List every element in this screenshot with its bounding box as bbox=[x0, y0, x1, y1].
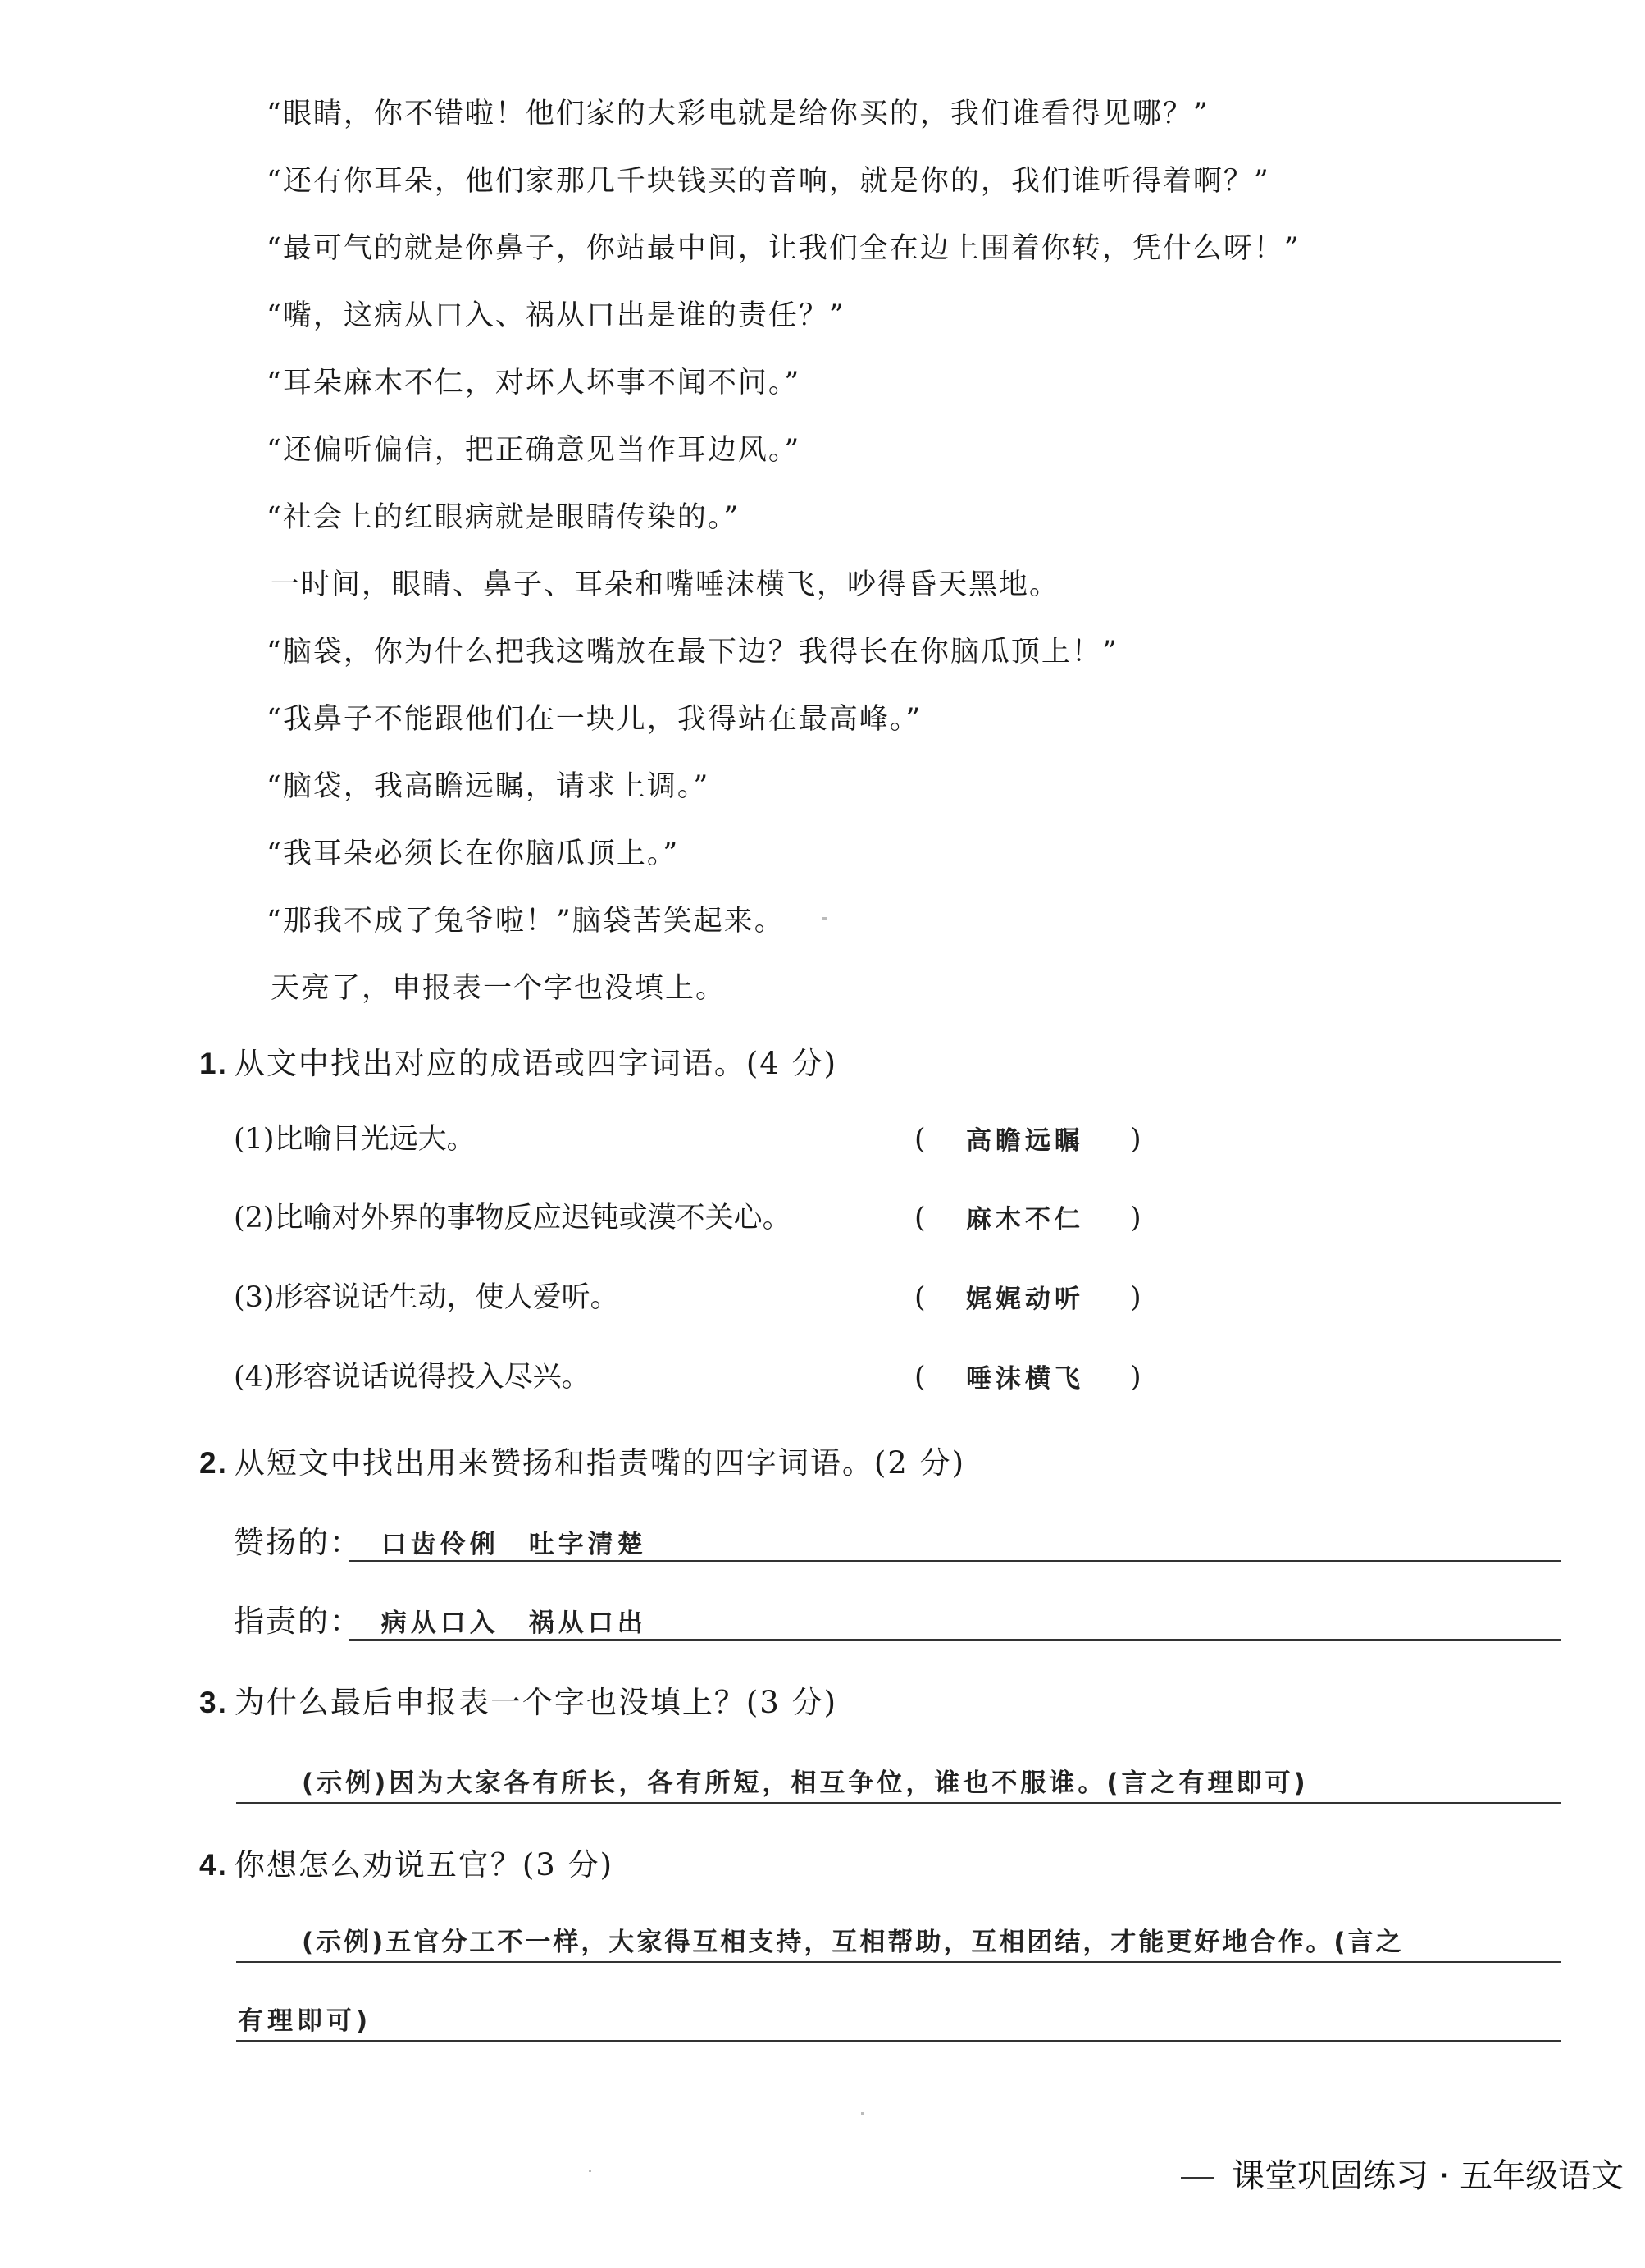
q3-answer: (示例)因为大家各有所长，各有所短，相互争位，谁也不服谁。(言之有理即可) bbox=[302, 1768, 1309, 1798]
passage-line: “还偏听偏信，把正确意见当作耳边风。” bbox=[267, 434, 801, 467]
passage-line: “眼睛，你不错啦！他们家的大彩电就是给你买的，我们谁看得见哪？” bbox=[267, 98, 1210, 130]
answer-underline bbox=[236, 1961, 1561, 1963]
scan-speck bbox=[589, 2170, 591, 2172]
open-paren: ( bbox=[914, 1281, 926, 1314]
answer-underline bbox=[349, 1560, 1561, 1562]
passage-line: “社会上的红眼病就是眼睛传染的。” bbox=[267, 501, 740, 534]
q1-item-answer: 娓娓动听 bbox=[966, 1285, 1084, 1314]
question-text: 从文中找出对应的成语或四字词语。(4 分) bbox=[234, 1046, 838, 1081]
question-number: 4. bbox=[199, 1848, 228, 1882]
passage-line: “嘴，这病从口入、祸从口出是谁的责任？” bbox=[267, 299, 845, 332]
close-paren: ) bbox=[1130, 1361, 1141, 1394]
footer-dash bbox=[1181, 2177, 1214, 2179]
passage-line: 一时间，眼睛、鼻子、耳朵和嘴唾沫横飞，吵得昏天黑地。 bbox=[271, 568, 1060, 601]
question-2-title bbox=[199, 1445, 966, 1481]
question-3-title bbox=[199, 1687, 837, 1718]
q1-item-prompt: (4)形容说话说得投入尽兴。 bbox=[234, 1361, 590, 1394]
close-paren: ) bbox=[1130, 1123, 1141, 1156]
question-number: 2. bbox=[199, 1446, 228, 1480]
praise-label: 赞扬的： bbox=[234, 1525, 362, 1560]
q1-item-answer: 唾沫横飞 bbox=[966, 1364, 1084, 1394]
praise-row bbox=[234, 1527, 647, 1558]
passage-line: “耳朵麻木不仁，对坏人坏事不闻不问。” bbox=[267, 367, 801, 399]
blame-row bbox=[234, 1604, 647, 1639]
answer-underline bbox=[236, 2040, 1561, 2042]
question-text: 你想怎么劝说五官？(3 分) bbox=[234, 1847, 614, 1882]
question-1-title bbox=[199, 1048, 837, 1079]
open-paren: ( bbox=[914, 1202, 926, 1234]
q4-answer-line1: (示例)五官分工不一样，大家得互相支持，互相帮助，互相团结，才能更好地合作。(言之 bbox=[302, 1928, 1404, 1957]
open-paren: ( bbox=[914, 1123, 926, 1156]
passage-line: “最可气的就是你鼻子，你站最中间，让我们全在边上围着你转，凭什么呀！” bbox=[267, 232, 1301, 265]
question-number: 3. bbox=[199, 1686, 228, 1719]
passage-line: “那我不成了兔爷啦！”脑袋苦笑起来。 bbox=[267, 905, 785, 938]
blame-label: 指责的： bbox=[234, 1604, 362, 1639]
passage-line: “还有你耳朵，他们家那几千块钱买的音响，就是你的，我们谁听得着啊？” bbox=[267, 165, 1270, 198]
scan-speck bbox=[822, 917, 827, 920]
passage-line: “脑袋，我高瞻远瞩，请求上调。” bbox=[267, 770, 710, 803]
close-paren: ) bbox=[1130, 1281, 1141, 1314]
q1-item-prompt: (3)形容说话生动，使人爱听。 bbox=[234, 1281, 619, 1314]
answer-underline bbox=[349, 1639, 1561, 1641]
question-4-title bbox=[199, 1847, 614, 1882]
q1-item-answer: 高瞻远瞩 bbox=[966, 1126, 1084, 1156]
scan-speck bbox=[861, 2112, 864, 2115]
q1-item-prompt: (2)比喻对外界的事物反应迟钝或漠不关心。 bbox=[234, 1202, 791, 1234]
question-text: 从短文中找出用来赞扬和指责嘴的四字词语。(2 分) bbox=[234, 1445, 966, 1481]
blame-answer: 病从口入 祸从口出 bbox=[380, 1609, 647, 1638]
page-footer bbox=[1181, 2157, 1624, 2195]
praise-answer: 口齿伶俐 吐字清楚 bbox=[380, 1530, 647, 1559]
q4-answer-line2: 有理即可) bbox=[238, 2006, 372, 2036]
open-paren: ( bbox=[914, 1361, 926, 1394]
close-paren: ) bbox=[1130, 1202, 1141, 1234]
question-number: 1. bbox=[199, 1047, 228, 1080]
passage-line: “脑袋，你为什么把我这嘴放在最下边？我得长在你脑瓜顶上！” bbox=[267, 636, 1119, 669]
question-text: 为什么最后申报表一个字也没填上？(3 分) bbox=[234, 1685, 838, 1720]
footer-text: 课堂巩固练习 · 五年级语文 bbox=[1232, 2157, 1624, 2195]
q1-item-prompt: (1)比喻目光远大。 bbox=[234, 1123, 476, 1156]
passage-line: 天亮了，申报表一个字也没填上。 bbox=[271, 972, 727, 1005]
q1-item-answer: 麻木不仁 bbox=[966, 1205, 1084, 1234]
passage-line: “我耳朵必须长在你脑瓜顶上。” bbox=[267, 837, 680, 870]
passage-line: “我鼻子不能跟他们在一块儿，我得站在最高峰。” bbox=[267, 703, 923, 736]
answer-underline bbox=[236, 1802, 1561, 1804]
